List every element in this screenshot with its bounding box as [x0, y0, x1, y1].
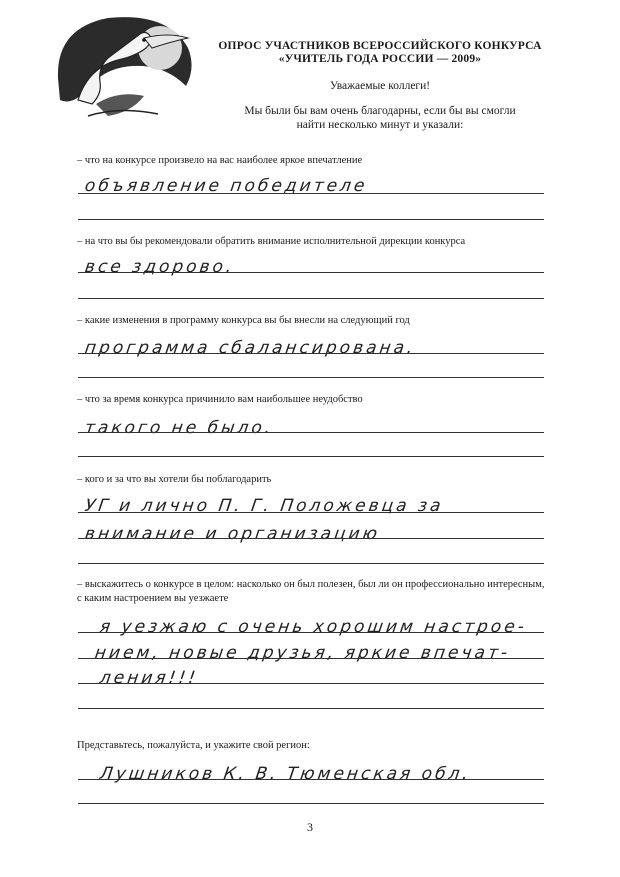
answer-line — [78, 219, 544, 220]
page-number: 3 — [307, 820, 313, 834]
greeting: Уважаемые коллеги! — [329, 80, 431, 92]
question-5-label: – кого и за что вы хотели бы поблагодарить — [77, 474, 272, 485]
answer-line — [78, 512, 544, 513]
intro-line-2: найти несколько минут и указали: — [296, 119, 464, 131]
question-2-label: – на что вы бы рекомендовали обратить внимание исполнительной дирекции конкурса — [77, 236, 466, 247]
question-6-answer-line-2: нием, новые друзья, яркие впечат- — [93, 643, 512, 663]
question-4-label: – что за время конкурса причинило вам наибольшее неудобство — [77, 394, 363, 405]
survey-title-line-2: «УЧИТЕЛЬ ГОДА РОССИИ — 2009» — [278, 53, 482, 65]
answer-line — [78, 298, 544, 299]
answer-line — [78, 432, 544, 433]
question-5-answer-line-1: УГ и лично П. Г. Положевца за — [83, 496, 445, 516]
question-1-answer: объявление победителе — [83, 176, 369, 196]
answer-line — [78, 708, 544, 709]
answer-line — [78, 193, 544, 194]
question-4-answer: такого не было. — [83, 418, 275, 438]
answer-line — [78, 377, 544, 378]
answer-line — [78, 658, 544, 659]
question-3-label: – какие изменения в программу конкурса вы бы внесли на следующий год — [77, 315, 410, 326]
intro-text — [200, 104, 560, 132]
answer-line — [78, 353, 544, 354]
question-6-label: – выскажитесь о конкурсе в целом: насколько он был полезен, был ли он профессионально интересным, с каким настроением вы уезжаете — [77, 579, 545, 604]
question-2-answer: все здорово. — [83, 257, 236, 277]
survey-title-line-1: ОПРОС УЧАСТНИКОВ ВСЕРОССИЙСКОГО КОНКУРСА — [218, 40, 542, 52]
answer-line — [78, 456, 544, 457]
question-1-label: – что на конкурсе произвело на вас наиболее яркое впечатление — [77, 155, 363, 166]
region-prompt: Представьтесь, пожалуйста, и укажите свой регион: — [77, 740, 310, 751]
answer-line — [78, 779, 544, 780]
region-answer: Лушников К. В. Тюменская обл. — [98, 764, 473, 784]
answer-line — [78, 272, 544, 273]
answer-line — [78, 632, 544, 633]
question-3-answer: программа сбалансирована. — [83, 338, 417, 358]
answer-line — [78, 803, 544, 804]
answer-line — [78, 683, 544, 684]
answer-line — [78, 538, 544, 539]
question-6-answer-line-3: ления!!! — [98, 668, 200, 688]
pelican-emblem-icon — [48, 8, 198, 126]
question-6-answer-line-1: я уезжаю с очень хорошим настрое- — [98, 617, 529, 637]
question-5-answer-line-2: внимание и организацию — [83, 524, 382, 544]
intro-line-1: Мы были бы вам очень благодарны, если бы вы смогли — [244, 105, 516, 117]
answer-line — [78, 563, 544, 564]
